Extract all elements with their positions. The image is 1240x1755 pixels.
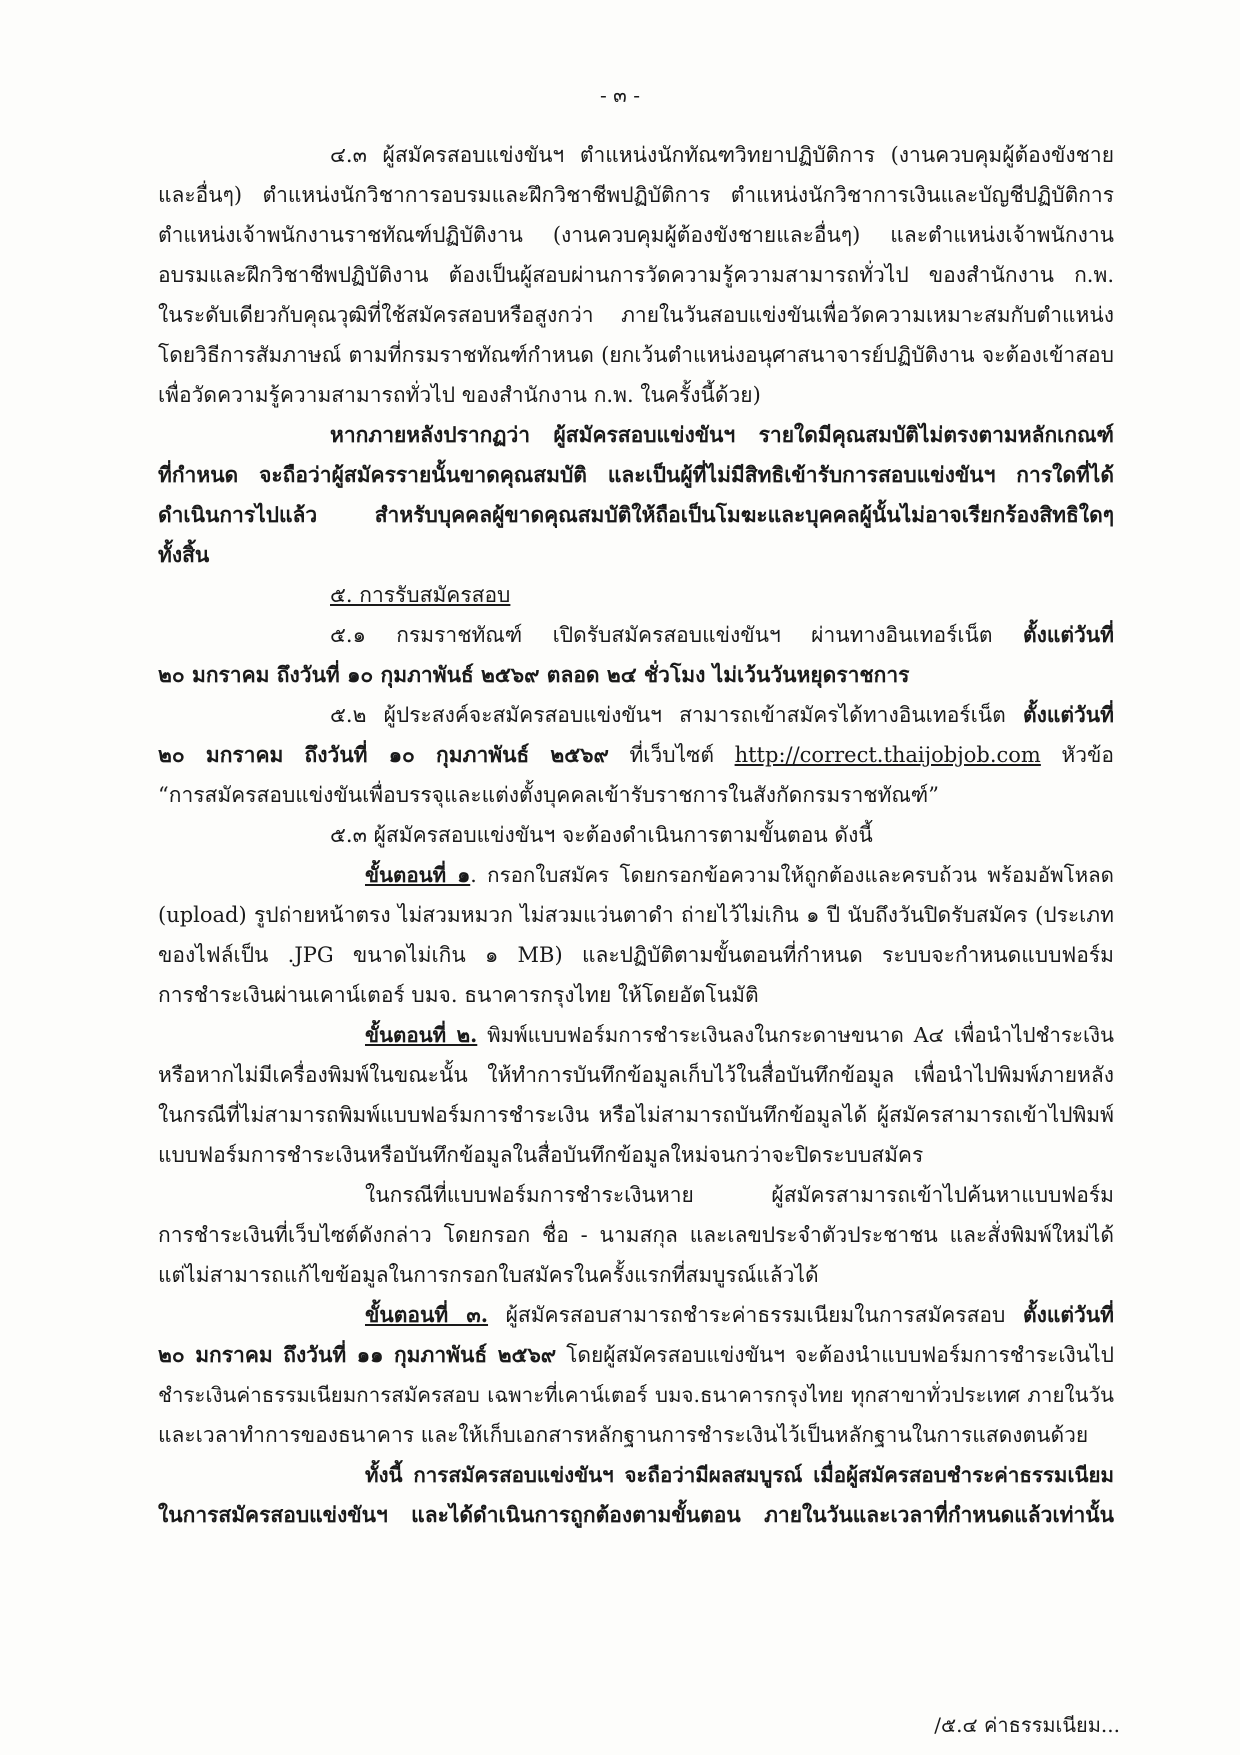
paragraph-5-2-text: หัวข้อ [1040,743,1114,767]
paragraph-4-3-line: โดยวิธีการสัมภาษณ์ ตามที่กรมราชทัณฑ์กำหนด (ยกเว้นตำแหน่งอนุศาสนาจารย์ปฏิบัติงาน จะต้องเข้าสอบ [158,343,1114,367]
paragraph-5-2-text: ที่เว็บไซต์ [608,743,735,767]
paragraph-4-3-line: และอื่นๆ) ตำแหน่งนักวิชาการอบรมและฝึกวิชาชีพปฏิบัติการ ตำแหน่งนักวิชาการเงินและบัญชีปฏิบัติการ [158,183,1114,207]
paragraph-4-3-line: ตำแหน่งเจ้าพนักงานราชทัณฑ์ปฏิบัติงาน (งานควบคุมผู้ต้องขังชายและอื่นๆ) และตำแหน่งเจ้าพนักงาน [158,223,1114,247]
step-2-line [365,1020,1114,1050]
step-3-line [365,1300,1114,1330]
paragraph-5-1-text: ๕.๑ กรมราชทัณฑ์ เปิดรับสมัครสอบแข่งขันฯ ผ่านทางอินเทอร์เน็ต [330,623,1023,647]
paragraph-5-1-line: ๒๐ มกราคม ถึงวันที่ ๑๐ กุมภาพันธ์ ๒๕๖๙ ตลอด ๒๔ ชั่วโมง ไม่เว้นวันหยุดราชการ [158,662,910,687]
paragraph-5-3-line: ๕.๓ ผู้สมัครสอบแข่งขันฯ จะต้องดำเนินการตามขั้นตอน ดังนี้ [330,823,873,847]
step-1-line: ของไฟล์เป็น .JPG ขนาดไม่เกิน ๑ MB) และปฏิบัติตามขั้นตอนที่กำหนด ระบบจะกำหนดแบบฟอร์ม [158,943,1114,967]
next-page-reference: /๕.๔ ค่าธรรมเนียม... [934,1713,1120,1737]
final-note-line: ทั้งนี้ การสมัครสอบแข่งขันฯ จะถือว่ามีผลสมบูรณ์ เมื่อผู้สมัครสอบชำระค่าธรรมเนียม [365,1463,1114,1487]
paragraph-4-3-line: ๔.๓ ผู้สมัครสอบแข่งขันฯ ตำแหน่งนักทัณฑวิทยาปฏิบัติการ (งานควบคุมผู้ต้องขังชาย [330,143,1114,167]
disqualification-line: ที่กำหนด จะถือว่าผู้สมัครรายนั้นขาดคุณสมบัติ และเป็นผู้ที่ไม่มีสิทธิเข้ารับการสอบแข่งขันฯ การใดที่ได้ [158,462,1114,487]
page-number: - ๓ - [600,83,640,107]
paragraph-5-2-date-start: ตั้งแต่วันที่ [1022,702,1114,727]
step-1-line: การชำระเงินผ่านเคาน์เตอร์ บมจ. ธนาคารกรุงไทย ให้โดยอัตโนมัติ [158,983,759,1007]
step-3-dates: ๒๐ มกราคม ถึงวันที่ ๑๑ กุมภาพันธ์ ๒๕๖๙ [158,1342,557,1367]
paragraph-4-3-line: ในระดับเดียวกับคุณวุฒิที่ใช้สมัครสอบหรือสูงกว่า ภายในวันสอบแข่งขันเพื่อวัดความเหมาะสมกับตำแหน่ง [158,303,1114,327]
paragraph-5-2-dates: ๒๐ มกราคม ถึงวันที่ ๑๐ กุมภาพันธ์ ๒๕๖๙ [158,742,609,767]
paragraph-5-2-text: ๕.๒ ผู้ประสงค์จะสมัครสอบแข่งขันฯ สามารถเข้าสมัครได้ทางอินเทอร์เน็ต [330,703,1023,727]
disqualification-line: หากภายหลังปรากฏว่า ผู้สมัครสอบแข่งขันฯ รายใดมีคุณสมบัติไม่ตรงตามหลักเกณฑ์ [330,422,1114,447]
section-5-heading: ๕. การรับสมัครสอบ [330,583,511,607]
step-2-line: การชำระเงินที่เว็บไซต์ดังกล่าว โดยกรอก ชื่อ - นามสกุล และเลขประจำตัวประชาชน และสั่งพิมพ์ใหม่ได้ [158,1223,1114,1247]
paragraph-4-3-line: เพื่อวัดความรู้ความสามารถทั่วไป ของสำนักงาน ก.พ. ในครั้งนี้ด้วย) [158,383,761,407]
step-2-label: ขั้นตอนที่ ๒. [365,1023,478,1047]
paragraph-5-2-line [330,700,1114,730]
paragraph-5-2-line: “การสมัครสอบแข่งขันเพื่อบรรจุและแต่งตั้งบุคคลเข้ารับราชการในสังกัดกรมราชทัณฑ์” [158,783,939,807]
step-1-line: (upload) รูปถ่ายหน้าตรง ไม่สวมหมวก ไม่สวมแว่นตาดำ ถ่ายไว้ไม่เกิน ๑ ปี นับถึงวันปิดรับสมัคร (ประเภท [158,903,1114,927]
step-2-line: แต่ไม่สามารถแก้ไขข้อมูลในการกรอกใบสมัครในครั้งแรกที่สมบูรณ์แล้วได้ [158,1263,819,1287]
step-3-text: ผู้สมัครสอบสามารถชำระค่าธรรมเนียมในการสมัครสอบ [488,1303,1023,1327]
paragraph-5-1-date-start: ตั้งแต่วันที่ [1022,622,1114,647]
step-2-line: แบบฟอร์มการชำระเงินหรือบันทึกข้อมูลในสื่อบันทึกข้อมูลใหม่จนกว่าจะปิดระบบสมัคร [158,1143,924,1167]
step-3-label: ขั้นตอนที่ ๓. [365,1302,489,1327]
step-2-line: หรือหากไม่มีเครื่องพิมพ์ในขณะนั้น ให้ทำการบันทึกข้อมูลเก็บไว้ในสื่อบันทึกข้อมูล เพื่อนำไปพิมพ์ภายหลัง [158,1063,1114,1087]
step-2-text: พิมพ์แบบฟอร์มการชำระเงินลงในกระดาษขนาด A๔ เพื่อนำไปชำระเงิน [477,1023,1114,1047]
paragraph-5-2-line [158,740,1114,770]
disqualification-line: ดำเนินการไปแล้ว สำหรับบุคคลผู้ขาดคุณสมบัติให้ถือเป็นโมฆะและบุคคลผู้นั้นไม่อาจเรียกร้องสิทธิใดๆ [158,502,1114,527]
step-1-label: ขั้นตอนที่ ๑ [365,863,471,887]
paragraph-4-3-line: อบรมและฝึกวิชาชีพปฏิบัติงาน ต้องเป็นผู้สอบผ่านการวัดความรู้ความสามารถทั่วไป ของสำนักงาน ก.พ. [158,263,1114,287]
final-note-line: ในการสมัครสอบแข่งขันฯ และได้ดำเนินการถูกต้องตามขั้นตอน ภายในวันและเวลาที่กำหนดแล้วเท่านั้น [158,1502,1114,1527]
disqualification-line: ทั้งสิ้น [158,542,210,567]
website-link[interactable]: http://correct.thaijobjob.com [734,743,1041,767]
step-2-line: ในกรณีที่ไม่สามารถพิมพ์แบบฟอร์มการชำระเงิน หรือไม่สามารถบันทึกข้อมูลได้ ผู้สมัครสามารถเข้าไปพิมพ์ [158,1103,1114,1127]
step-3-line: ชำระเงินค่าธรรมเนียมการสมัครสอบ เฉพาะที่เคาน์เตอร์ บมจ.ธนาคารกรุงไทย ทุกสาขาทั่วประเทศ ภายในวัน [158,1383,1114,1407]
paragraph-5-1-line [330,620,1114,650]
step-3-line: และเวลาทำการของธนาคาร และให้เก็บเอกสารหลักฐานการชำระเงินไว้เป็นหลักฐานในการแสดงตนด้วย [158,1423,1089,1447]
step-1-text: . กรอกใบสมัคร โดยกรอกข้อความให้ถูกต้องและครบถ้วน พร้อมอัพโหลด [470,863,1114,887]
step-3-line [158,1340,1114,1370]
step-2-line: ในกรณีที่แบบฟอร์มการชำระเงินหาย ผู้สมัครสามารถเข้าไปค้นหาแบบฟอร์ม [365,1183,1114,1207]
step-3-date-start: ตั้งแต่วันที่ [1022,1302,1114,1327]
step-1-line [365,860,1114,890]
step-3-text: โดยผู้สมัครสอบแข่งขันฯ จะต้องนำแบบฟอร์มการชำระเงินไป [556,1343,1115,1367]
